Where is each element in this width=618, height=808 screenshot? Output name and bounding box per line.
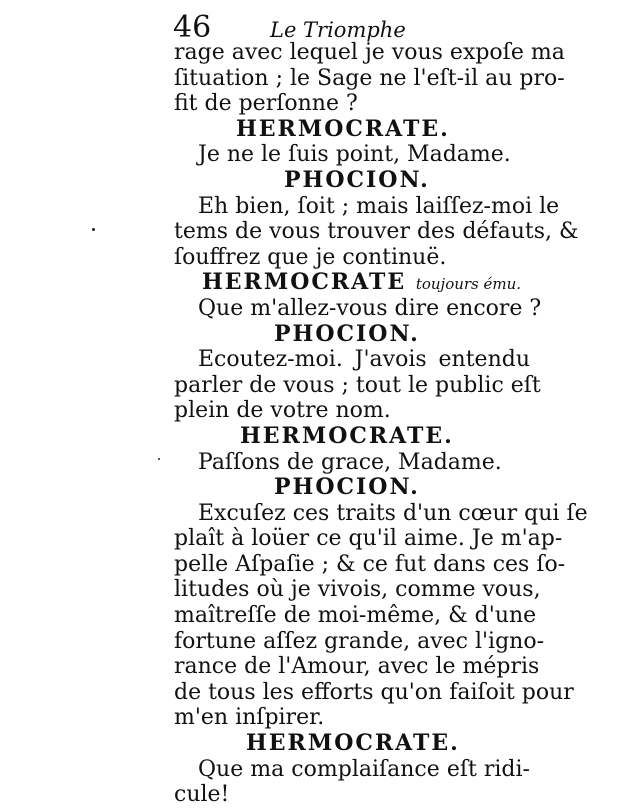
text-line: parler de vous ; tout le public eſt [174,372,541,398]
text-line: plein de votre nom. [174,398,391,424]
speaker-heading: HERMOCRATE. [246,730,460,757]
text-line: rance de l'Amour, avec le mépris [174,654,540,680]
stage-direction: toujours ému. [415,275,522,294]
text-line: Ecoutez-moi. J'avois entendu [198,347,530,373]
text-line: Paſſons de grace, Madame. [198,449,502,475]
speaker-heading: PHOCION. [274,474,420,501]
text-line: tems de vous trouver des défauts, & [174,219,579,245]
text-line: Que m'allez-vous dire encore ? [198,295,542,321]
text-line: ſouffrez que je continuë. [174,244,447,270]
text-line: ſituation ; le Sage ne l'eſt-il au pro- [174,65,565,91]
text-line: maîtreſſe de moi-même, & d'une [174,603,537,629]
speaker-heading: HERMOCRATE. [240,422,454,449]
text-line: fit de perſonne ? [174,91,358,117]
text-line: rage avec lequel je vous expoſe ma [174,40,565,65]
ink-speck [158,458,160,460]
text-line: Excuſez ces traits d'un cœur qui ſe [198,500,588,526]
speaker-heading: HERMOCRATE. [236,115,450,142]
ink-speck [92,228,95,231]
text-line: Je ne le ſuis point, Madame. [198,142,511,168]
running-title: Le Triomphe [270,18,406,42]
text-line: m'en inſpirer. [174,705,325,731]
text-line: pelle Aſpaſie ; & ce fut dans ces ſo- [174,551,566,577]
text-line: Eh bien, ſoit ; mais laiſſez-moi le [198,193,560,219]
speaker-heading: PHOCION. [274,320,420,347]
text-line: fortune aſſez grande, avec l'igno- [174,628,545,654]
text-line: Que ma complaiſance eſt ridi- [198,756,530,782]
text-line: plaît à loüer ce qu'il aime. Je m'ap- [174,526,563,552]
speaker-name: HERMOCRATE [202,269,407,296]
text-line: litudes où je vivois, comme vous, [174,577,541,603]
speaker-heading [174,270,530,296]
speaker-heading: PHOCION. [284,166,430,193]
play-text [174,40,588,808]
text-line: de tous les efforts qu'on faiſoit pour [174,679,574,705]
page-number: 46 [173,10,212,45]
text-line: cule! [174,782,230,808]
